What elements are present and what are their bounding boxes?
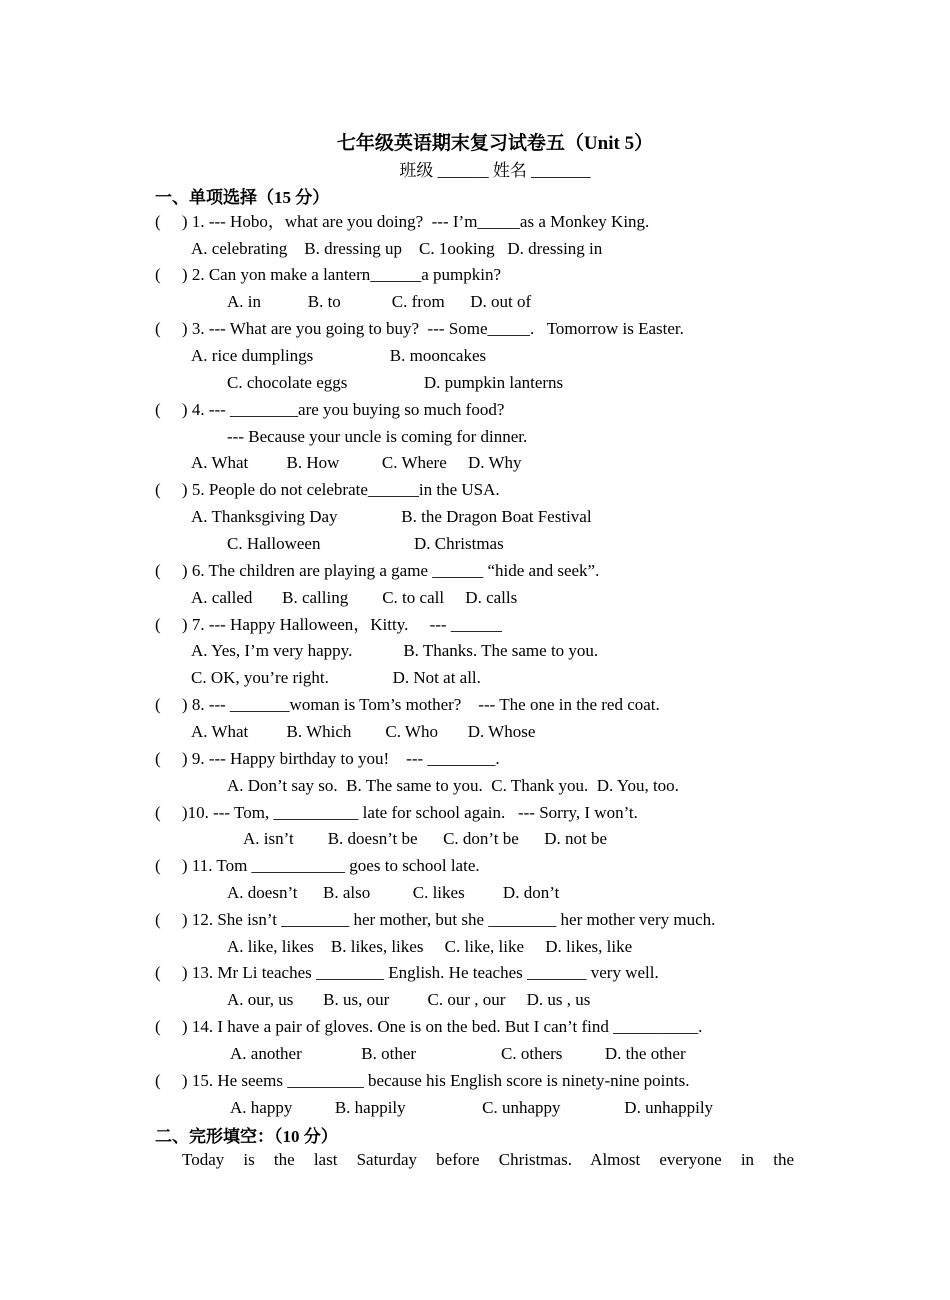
question-9: ( ) 9. --- Happy birthday to you! --- ________. bbox=[155, 749, 500, 768]
question-3: ( ) 3. --- What are you going to buy? --- Some_____. Tomorrow is Easter. bbox=[155, 319, 684, 338]
question-6: ( ) 6. The children are playing a game ______ “hide and seek”. bbox=[155, 561, 600, 580]
question-2: ( ) 2. Can yon make a lantern______a pumpkin? bbox=[155, 265, 502, 284]
question-4-reply: --- Because your uncle is coming for dinner. bbox=[227, 427, 528, 446]
question-4-options: A. What B. How C. Where D. Why bbox=[191, 453, 522, 472]
question-5-options-c-d: C. Halloween D. Christmas bbox=[227, 534, 504, 553]
question-9-options: A. Don’t say so. B. The same to you. C. Thank you. D. You, too. bbox=[227, 776, 679, 795]
question-8: ( ) 8. --- _______woman is Tom’s mother? --- The one in the red coat. bbox=[155, 695, 660, 714]
question-6-options: A. called B. calling C. to call D. calls bbox=[191, 588, 518, 607]
class-name-fields: 班级 ______ 姓名 _______ bbox=[399, 161, 591, 180]
question-4: ( ) 4. --- ________are you buying so much food? bbox=[155, 400, 505, 419]
question-12-options: A. like, likes B. likes, likes C. like, like D. likes, like bbox=[227, 937, 633, 956]
question-1: ( ) 1. --- Hobo，what are you doing? --- I’m_____as a Monkey King. bbox=[155, 212, 650, 231]
page-title: 七年级英语期末复习试卷五（Unit 5） bbox=[336, 133, 654, 154]
question-13: ( ) 13. Mr Li teaches ________ English. He teaches _______ very well. bbox=[155, 963, 659, 982]
question-10: ( )10. --- Tom, __________ late for school again. --- Sorry, I won’t. bbox=[155, 803, 638, 822]
question-7-options-c-d: C. OK, you’re right. D. Not at all. bbox=[191, 668, 481, 687]
question-12: ( ) 12. She isn’t ________ her mother, but she ________ her mother very much. bbox=[155, 910, 716, 929]
cloze-paragraph: Today is the last Saturday before Christmas. Almost everyone in the bbox=[182, 1150, 794, 1169]
section-heading-multiple-choice: 一、单项选择（15 分） bbox=[155, 188, 330, 207]
question-1-options: A. celebrating B. dressing up C. 1ooking D. dressing in bbox=[191, 239, 603, 258]
question-5: ( ) 5. People do not celebrate______in the USA. bbox=[155, 480, 500, 499]
section-heading-cloze: 二、完形填空：（10 分） bbox=[155, 1127, 338, 1146]
question-14-options: A. another B. other C. others D. the other bbox=[230, 1044, 686, 1063]
question-7-options-a-b: A. Yes, I’m very happy. B. Thanks. The same to you. bbox=[191, 641, 599, 660]
question-11-options: A. doesn’t B. also C. likes D. don’t bbox=[227, 883, 560, 902]
question-14: ( ) 14. I have a pair of gloves. One is on the bed. But I can’t find __________. bbox=[155, 1017, 703, 1036]
question-8-options: A. What B. Which C. Who D. Whose bbox=[191, 722, 536, 741]
question-5-options-a-b: A. Thanksgiving Day B. the Dragon Boat Festival bbox=[191, 507, 592, 526]
question-15: ( ) 15. He seems _________ because his English score is ninety-nine points. bbox=[155, 1071, 690, 1090]
question-11: ( ) 11. Tom ___________ goes to school late. bbox=[155, 856, 480, 875]
question-3-options-c-d: C. chocolate eggs D. pumpkin lanterns bbox=[227, 373, 564, 392]
question-15-options: A. happy B. happily C. unhappy D. unhappily bbox=[230, 1098, 714, 1117]
question-7: ( ) 7. --- Happy Halloween，Kitty. --- ______ bbox=[155, 615, 502, 634]
question-10-options: A. isn’t B. doesn’t be C. don’t be D. not be bbox=[243, 829, 608, 848]
question-2-options: A. in B. to C. from D. out of bbox=[227, 292, 532, 311]
question-13-options: A. our, us B. us, our C. our , our D. us , us bbox=[227, 990, 591, 1009]
question-3-options-a-b: A. rice dumplings B. mooncakes bbox=[191, 346, 487, 365]
